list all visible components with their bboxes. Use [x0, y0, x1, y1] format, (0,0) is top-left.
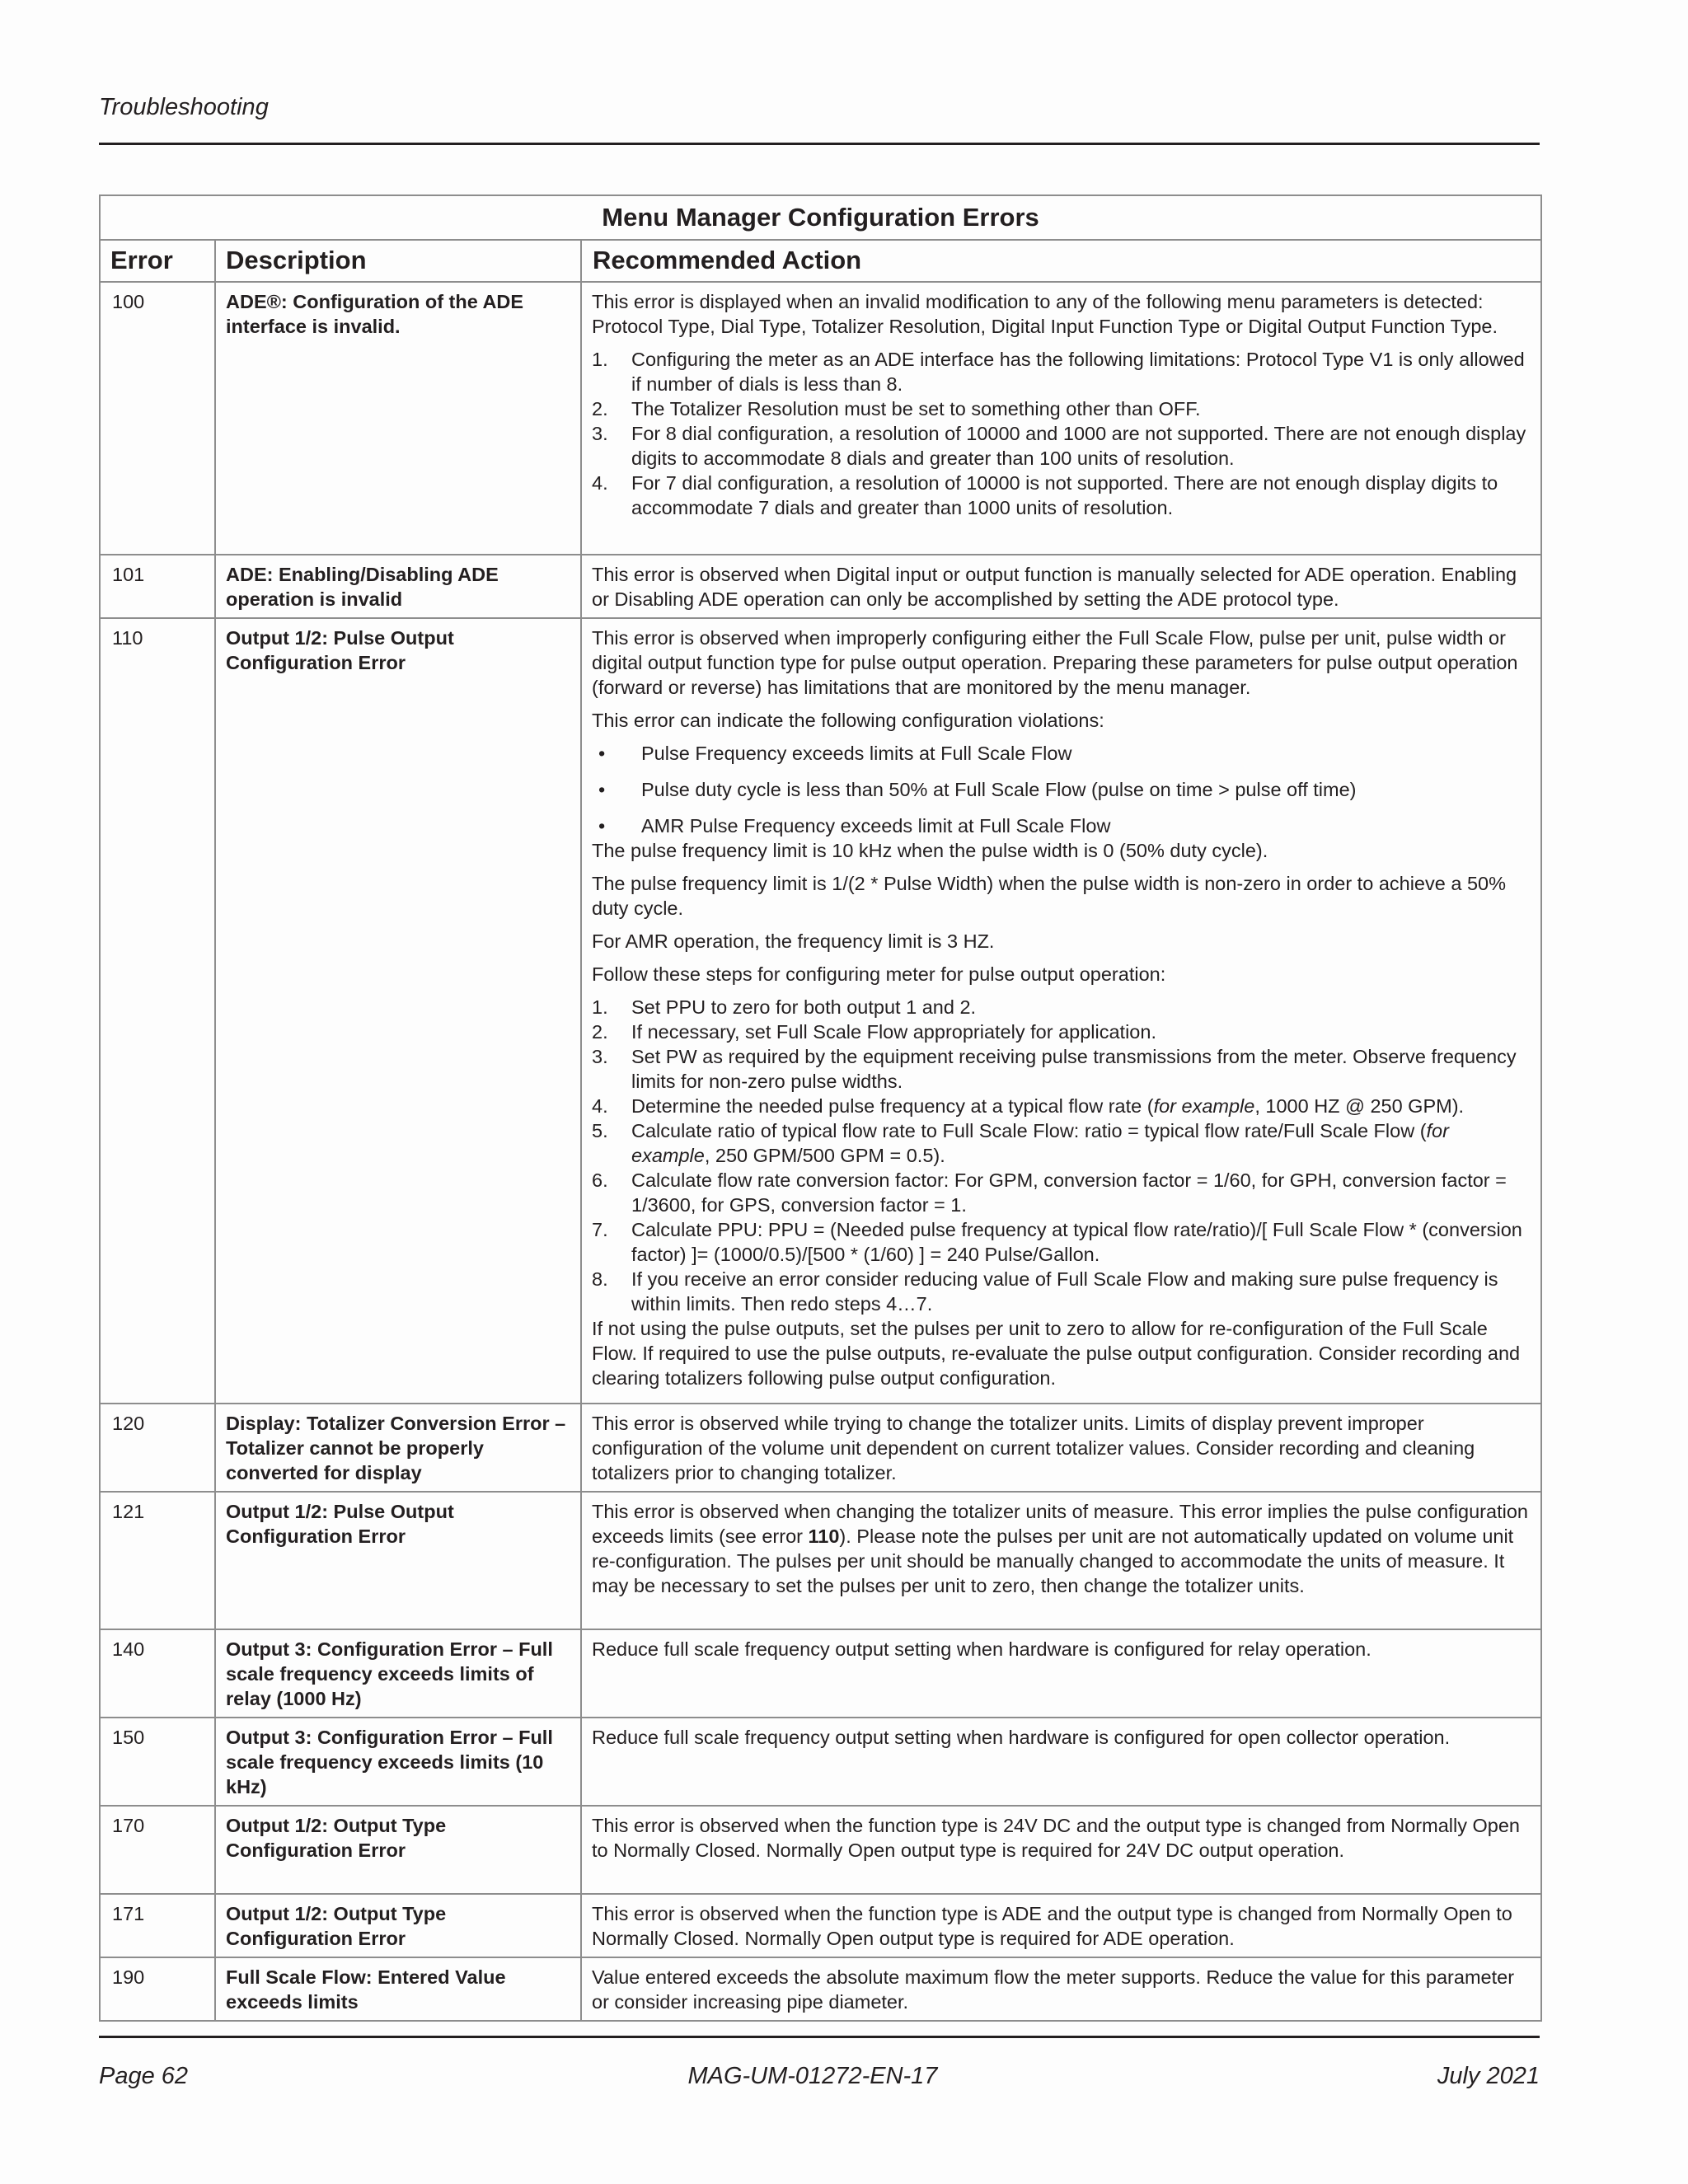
table-title: Menu Manager Configuration Errors: [100, 195, 1541, 240]
list-item: • Pulse duty cycle is less than 50% at Full Scale Flow (pulse on time > pulse off time): [598, 779, 1357, 800]
error-description: Output 3: Configuration Error – Full scale frequency exceeds limits (10 kHz): [215, 1718, 581, 1806]
recommended-action: This error is observed when changing the totalizer units of measure. This error implies the pulse configuration exceeds limits (see error 110). Please note the pulses per unit are not automatically updated on volume unit re-configuration. The pulses per unit should be manually changed to accommodate the units of measure. It may be necessary to set the pulses per unit to zero, then change the totalizer units.: [581, 1492, 1541, 1629]
document-id: MAG-UM-01272-EN-17: [687, 2063, 938, 2089]
recommended-action: This error is observed when Digital input or output function is manually selected for ADE operation. Enabling or Disabling ADE operation can only be accomplished by setting the ADE protocol type.: [581, 555, 1541, 618]
table-row: [100, 1718, 1541, 1806]
list-item: 2. If necessary, set Full Scale Flow appropriately for application.: [592, 1021, 1156, 1043]
error-description: Full Scale Flow: Entered Value exceeds limits: [215, 1957, 581, 2021]
publication-date: July 2021: [1437, 2063, 1540, 2089]
violation-list: [592, 741, 1532, 838]
table-row: [100, 1894, 1541, 1957]
running-header: Troubleshooting: [99, 94, 269, 120]
action-text: This error is displayed when an invalid modification to any of the following menu parameters is detected: Protocol Type, Dial Type, Totalizer Resolution, Digital Input Function Type or Digital Output Function Type.: [592, 291, 1498, 337]
recommended-action: Value entered exceeds the absolute maximum flow the meter supports. Reduce the value for this parameter or consider increasing pipe diameter.: [581, 1957, 1541, 2021]
error-code: 140: [100, 1629, 215, 1718]
error-code: 170: [100, 1806, 215, 1894]
table-row: [100, 618, 1541, 1404]
recommended-action: This error is observed while trying to change the totalizer units. Limits of display prevent improper configuration of the volume unit dependent on current totalizer values. Consider recording and cleaning totalizers prior to changing totalizer.: [581, 1404, 1541, 1492]
error-description: Output 1/2: Pulse Output Configuration Error: [215, 1492, 581, 1629]
error-description: Display: Totalizer Conversion Error – Totalizer cannot be properly converted for display: [215, 1404, 581, 1492]
recommended-action: [581, 618, 1541, 1404]
list-item: 3. For 8 dial configuration, a resolution of 10000 and 1000 are not supported. There are not enough display digits to accommodate 8 dials and greater than 100 units of resolution.: [592, 423, 1526, 469]
error-reference: 110: [808, 1526, 840, 1547]
column-header-action: Recommended Action: [581, 240, 1541, 282]
error-code: 190: [100, 1957, 215, 2021]
action-text: This error can indicate the following configuration violations:: [592, 710, 1104, 731]
recommended-action: [581, 282, 1541, 555]
error-code: 101: [100, 555, 215, 618]
list-item: 1. Configuring the meter as an ADE interface has the following limitations: Protocol Type V1 is only allowed if number of dials is less than 8.: [592, 349, 1525, 395]
action-steps: [592, 347, 1532, 520]
action-text: Follow these steps for configuring meter for pulse output operation:: [592, 963, 1166, 985]
error-code: 121: [100, 1492, 215, 1629]
table-row: [100, 555, 1541, 618]
error-description: Output 1/2: Pulse Output Configuration Error: [215, 618, 581, 1404]
table-row: [100, 1957, 1541, 2021]
column-header-description: Description: [215, 240, 581, 282]
error-description: Output 3: Configuration Error – Full scale frequency exceeds limits of relay (1000 Hz): [215, 1629, 581, 1718]
error-description: Output 1/2: Output Type Configuration Error: [215, 1894, 581, 1957]
list-item: 1. Set PPU to zero for both output 1 and 2.: [592, 996, 977, 1018]
table-row: [100, 1806, 1541, 1894]
error-description: Output 1/2: Output Type Configuration Error: [215, 1806, 581, 1894]
error-description: ADE: Enabling/Disabling ADE operation is invalid: [215, 555, 581, 618]
recommended-action: Reduce full scale frequency output setting when hardware is configured for open collector operation.: [581, 1718, 1541, 1806]
list-item: 2. The Totalizer Resolution must be set to something other than OFF.: [592, 398, 1201, 419]
recommended-action: This error is observed when the function type is 24V DC and the output type is changed from Normally Open to Normally Closed. Normally Open output type is required for 24V DC output operation.: [581, 1806, 1541, 1894]
list-item: 4. For 7 dial configuration, a resolution of 10000 is not supported. There are not enough display digits to accommodate 7 dials and greater than 1000 units of resolution.: [592, 472, 1498, 518]
action-steps: [592, 995, 1532, 1316]
recommended-action: This error is observed when the function type is ADE and the output type is changed from Normally Open to Normally Closed. Normally Open output type is required for ADE operation.: [581, 1894, 1541, 1957]
list-item: 8. If you receive an error consider reducing value of Full Scale Flow and making sure pulse frequency is within limits. Then redo steps 4…7.: [592, 1268, 1498, 1315]
list-item: 5. Calculate ratio of typical flow rate to Full Scale Flow: ratio = typical flow rate/Full Scale Flow (for example, 250 GPM/500 GPM = 0.5).: [592, 1120, 1449, 1166]
page-footer: [99, 2063, 1540, 2090]
list-item: • AMR Pulse Frequency exceeds limit at Full Scale Flow: [598, 815, 1111, 837]
list-item: • Pulse Frequency exceeds limits at Full Scale Flow: [598, 743, 1072, 764]
table-row: [100, 282, 1541, 555]
action-text: This error is observed when improperly configuring either the Full Scale Flow, pulse per unit, pulse width or digital output function type for pulse output operation. Preparing these parameters for pulse output operation (forward or reverse) has limitations that are monitored by the menu manager.: [592, 627, 1518, 698]
error-code: 120: [100, 1404, 215, 1492]
error-description: ADE®: Configuration of the ADE interface is invalid.: [215, 282, 581, 555]
table-row: [100, 1492, 1541, 1629]
error-code: 110: [100, 618, 215, 1404]
footer-rule: [99, 2036, 1540, 2038]
page-number: Page 62: [99, 2063, 189, 2089]
list-item: 6. Calculate flow rate conversion factor: For GPM, conversion factor = 1/60, for GPH, conversion factor = 1/3600, for GPS, conversion factor = 1.: [592, 1169, 1507, 1216]
error-table: [99, 194, 1542, 2022]
error-code: 171: [100, 1894, 215, 1957]
action-text: The pulse frequency limit is 10 kHz when the pulse width is 0 (50% duty cycle).: [592, 840, 1268, 861]
table-row: [100, 1629, 1541, 1718]
recommended-action: Reduce full scale frequency output setting when hardware is configured for relay operation.: [581, 1629, 1541, 1718]
action-text: If not using the pulse outputs, set the pulses per unit to zero to allow for re-configuration of the Full Scale Flow. If required to use the pulse outputs, re-evaluate the pulse output configuration. Consider recording and clearing totalizers following pulse output configuration.: [592, 1318, 1521, 1389]
list-item: 3. Set PW as required by the equipment receiving pulse transmissions from the meter. Observe frequency limits for non-zero pulse widths.: [592, 1046, 1517, 1092]
table-row: [100, 1404, 1541, 1492]
error-code: 150: [100, 1718, 215, 1806]
list-item: 4. Determine the needed pulse frequency at a typical flow rate (for example, 1000 HZ @ 250 GPM).: [592, 1095, 1465, 1117]
action-text: For AMR operation, the frequency limit is 3 HZ.: [592, 930, 995, 952]
column-header-error: Error: [100, 240, 215, 282]
action-text: The pulse frequency limit is 1/(2 * Pulse Width) when the pulse width is non-zero in order to achieve a 50% duty cycle.: [592, 873, 1506, 919]
header-rule: [99, 143, 1540, 145]
error-code: 100: [100, 282, 215, 555]
list-item: 7. Calculate PPU: PPU = (Needed pulse frequency at typical flow rate/ratio)/[ Full Scale Flow * (conversion factor) ]= (1000/0.5)/[500 * (1/60) ] = 240 Pulse/Gallon.: [592, 1219, 1522, 1265]
